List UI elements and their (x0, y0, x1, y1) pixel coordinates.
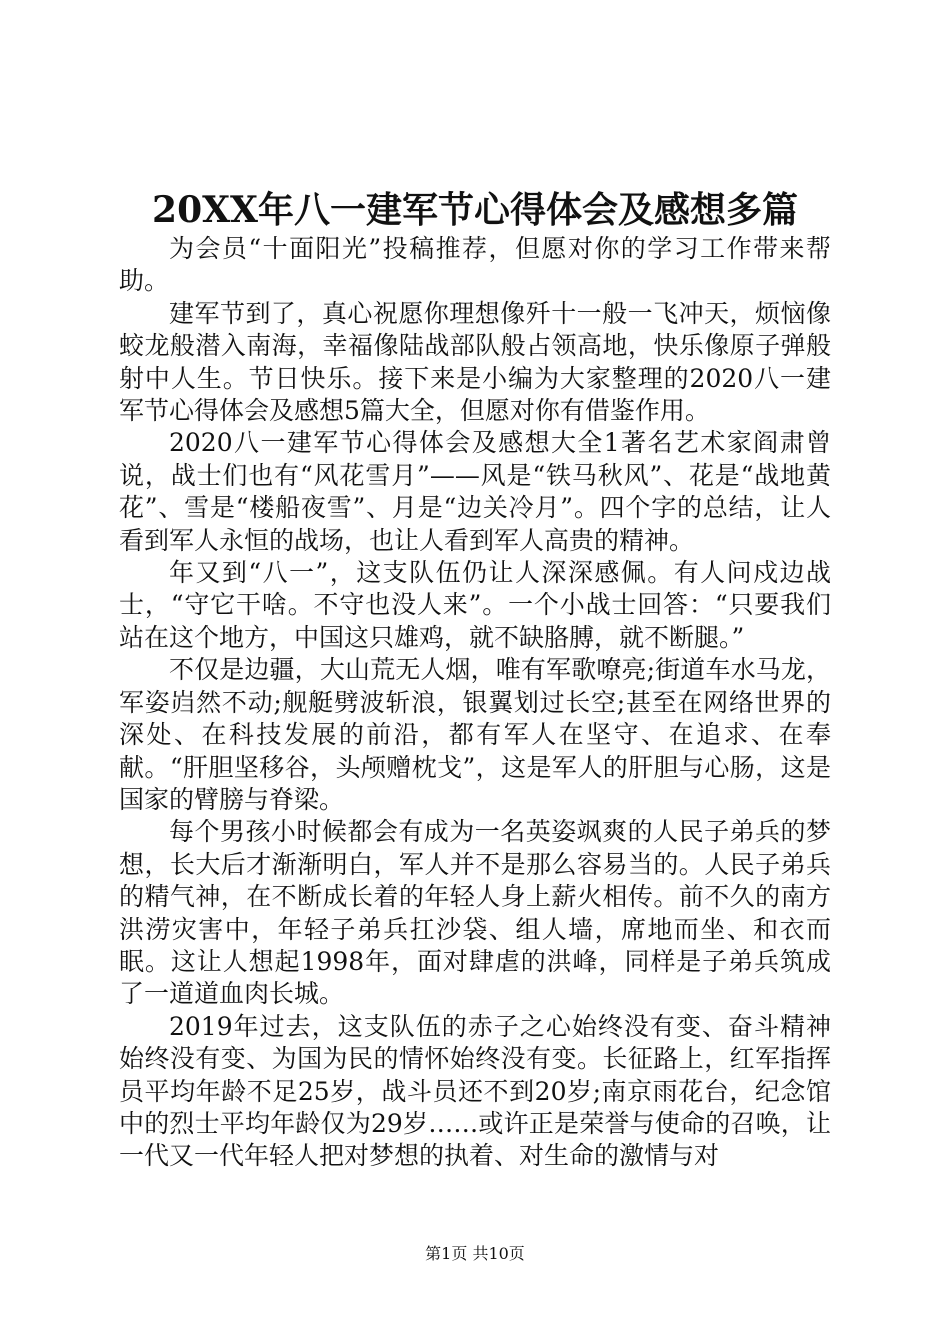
paragraph: 每个男孩小时候都会有成为一名英姿飒爽的人民子弟兵的梦想，长大后才渐渐明白，军人并不是那么容易当的。人民子弟兵的精气神，在不断成长着的年轻人身上薪火相传。前不久的南方洪涝灾害中，年轻子弟兵扛沙袋、组人墙，席地而坐、和衣而眠。这让人想起1998年，面对肆虐的洪峰，同样是子弟兵筑成了一道道血肉长城。 (119, 817, 831, 1009)
paragraph: 2019年过去，这支队伍的赤子之心始终没有变、奋斗精神始终没有变、为国为民的情怀始终没有变。长征路上，红军指挥员平均年龄不足25岁，战斗员还不到20岁;南京雨花台，纪念馆中的烈士平均年龄仅为29岁……或许正是荣誉与使命的召唤，让一代又一代年轻人把对梦想的执着、对生命的激情与对 (119, 1011, 831, 1171)
paragraph: 建军节到了，真心祝愿你理想像歼十一般一飞冲天，烦恼像蛟龙般潜入南海，幸福像陆战部队般占领高地，快乐像原子弹般射中人生。节日快乐。接下来是小编为大家整理的2020八一建军节心得体会及感想5篇大全，但愿对你有借鉴作用。 (119, 298, 831, 426)
paragraph: 2020八一建军节心得体会及感想大全1著名艺术家阎肃曾说，战士们也有“风花雪月”——风是“铁马秋风”、花是“战地黄花”、雪是“楼船夜雪”、月是“边关冷月”。四个字的总结，让人看到军人永恒的战场，也让人看到军人高贵的精神。 (119, 428, 831, 555)
page-number-footer: 第1页 共10页 (425, 1244, 525, 1263)
document-body (119, 233, 831, 1173)
paragraph: 不仅是边疆，大山荒无人烟，唯有军歌嘹亮;街道车水马龙，军姿岿然不动;舰艇劈波斩浪，银翼划过长空;甚至在网络世界的深处、在科技发展的前沿，都有军人在坚守、在追求、在奉献。“肝胆坚移谷，头颅赠枕戈”，这是军人的肝胆与心肠，这是国家的臂膀与脊梁。 (119, 655, 831, 814)
paragraph: 年又到“八一”，这支队伍仍让人深深感佩。有人问戍边战士，“守它干啥。不守也没人来”。一个小战士回答：“只要我们站在这个地方，中国这只雄鸡，就不缺胳膊，就不断腿。” (119, 558, 831, 652)
paragraph: 为会员“十面阳光”投稿推荐，但愿对你的学习工作带来帮助。 (119, 234, 831, 296)
document-title: 20XX年八一建军节心得体会及感想多篇 (152, 189, 798, 231)
